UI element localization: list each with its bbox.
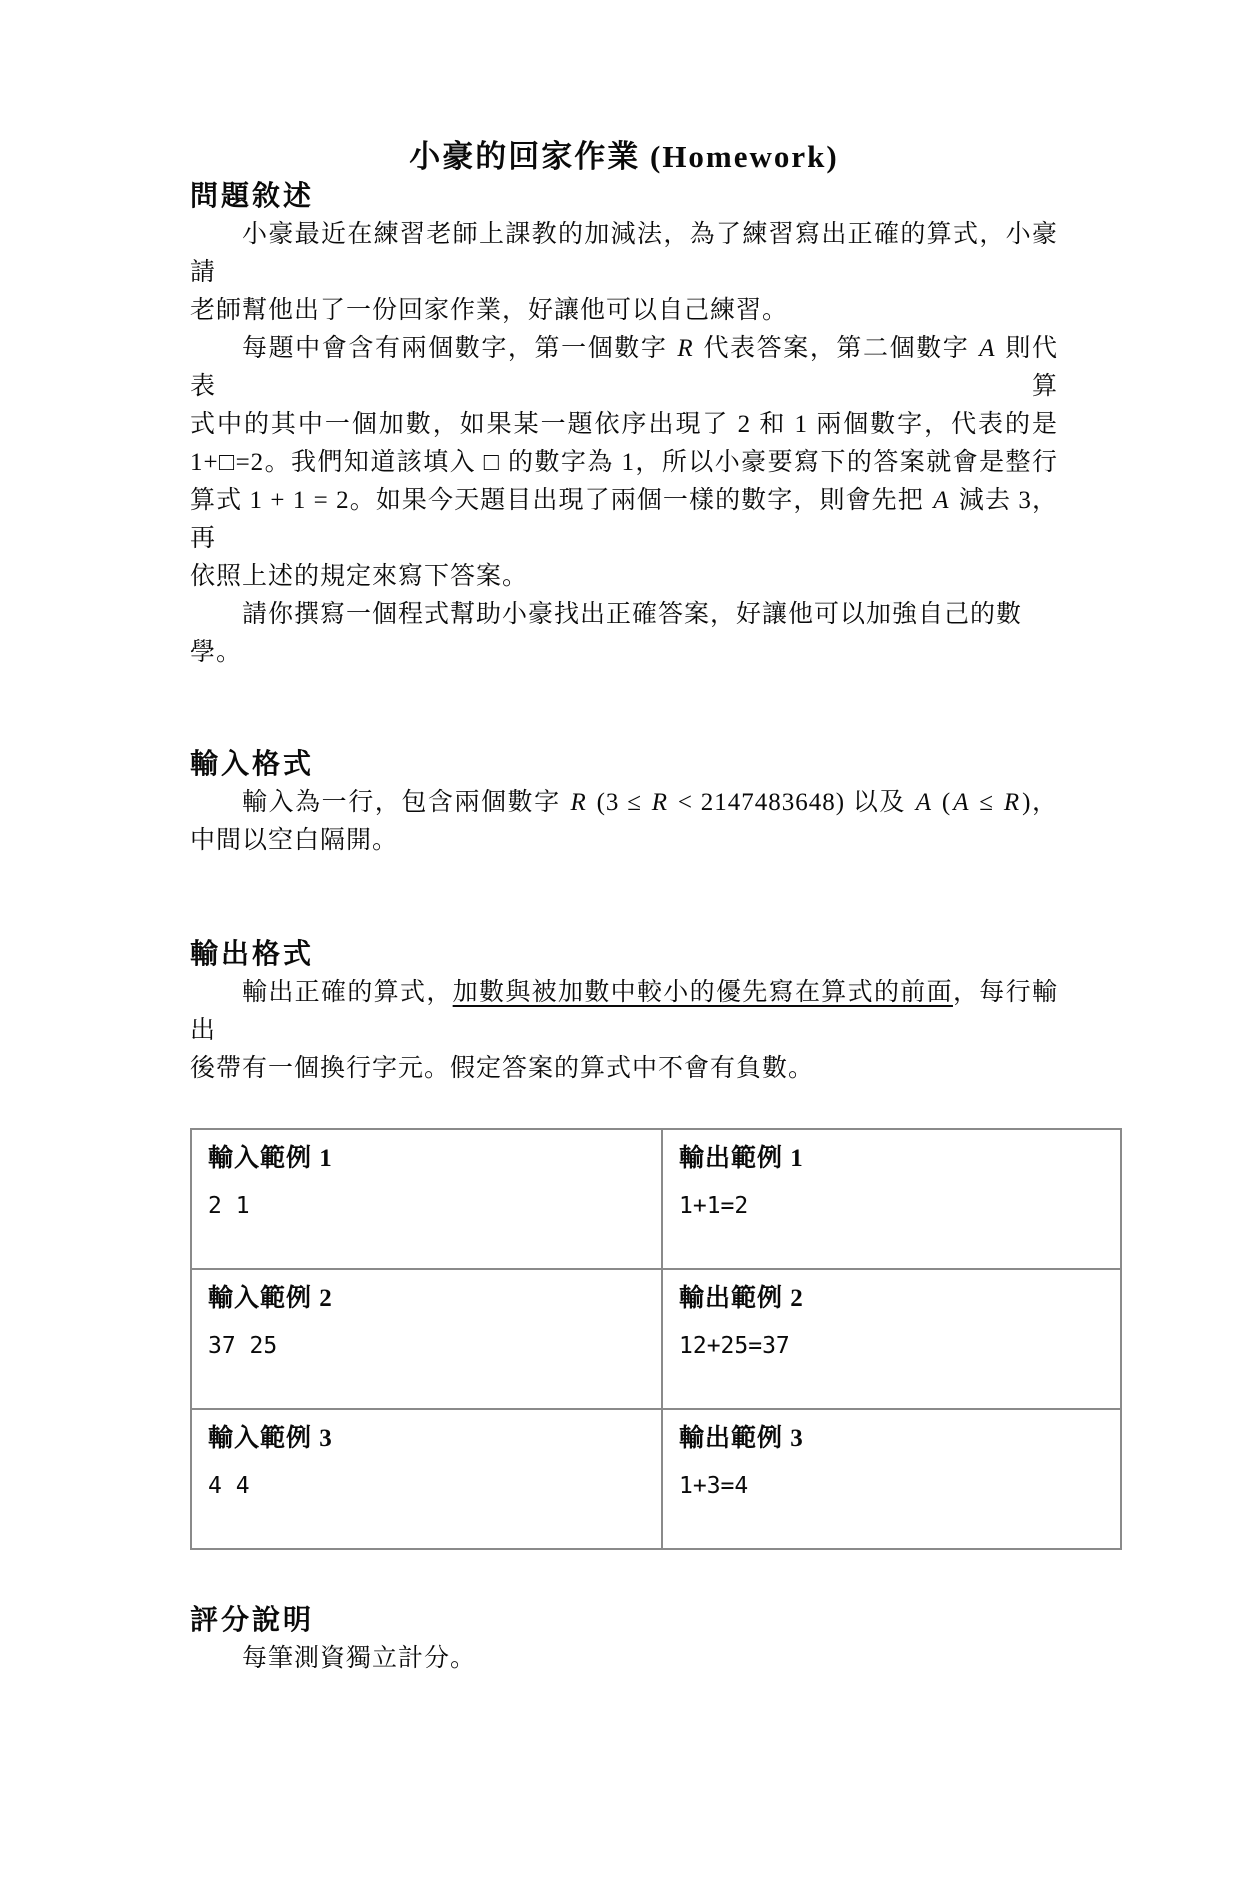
paragraph-line	[190, 1050, 1058, 1088]
text-run: 小豪最近在練習老師上課教的加減法，為了練習寫出正確的算式，小豪請	[190, 221, 1058, 286]
example-output-label: 輸出範例 2	[679, 1285, 804, 1312]
example-output-cell	[662, 1129, 1121, 1269]
example-row	[191, 1409, 1121, 1549]
paragraph-line	[190, 784, 1058, 822]
text-run: 則代表算	[190, 335, 1058, 400]
example-input-value: 2 1	[208, 1193, 250, 1219]
scoring-paragraph	[190, 1640, 1058, 1678]
page-title: 小豪的回家作業 (Homework)	[409, 139, 839, 174]
text-run: 請你撰寫一個程式幫助小豪找出正確答案，好讓他可以加強自己的數學。	[190, 601, 1023, 666]
paragraph-line	[190, 330, 1058, 406]
example-input-value: 4 4	[208, 1473, 250, 1499]
text-run: 依照上述的規定來寫下答案。	[190, 563, 529, 590]
text-run: 減去 3，再	[190, 487, 1058, 552]
text-run: ，每行輸出	[190, 979, 1058, 1044]
text-run: A	[979, 335, 996, 362]
text-run: A	[953, 789, 970, 816]
paragraph-line	[190, 974, 1058, 1050]
text-run: 輸入為一行，包含兩個數字	[242, 789, 569, 816]
paragraph-line	[190, 292, 1058, 330]
output-format-paragraph	[190, 974, 1058, 1088]
text-run: ≤	[971, 789, 1002, 816]
examples-table	[190, 1128, 1122, 1550]
section-heading-scoring: 評分說明	[190, 1605, 315, 1636]
example-output-value: 12+25=37	[679, 1333, 790, 1359]
example-output-value: 1+1=2	[679, 1193, 749, 1219]
section-heading-input-format: 輸入格式	[190, 749, 315, 780]
text-run: 加數與被加數中較小的優先寫在算式的前面	[452, 979, 953, 1006]
example-output-label: 輸出範例 3	[679, 1425, 804, 1452]
paragraph-line	[190, 1640, 1058, 1678]
example-row	[191, 1269, 1121, 1409]
text-run: < 2147483648) 以及	[670, 789, 914, 816]
section-heading-problem: 問題敘述	[190, 181, 315, 212]
example-input-value: 37 25	[208, 1333, 278, 1359]
example-row	[191, 1129, 1121, 1269]
example-output-cell	[662, 1409, 1121, 1549]
text-run: (3 ≤	[588, 789, 650, 816]
text-run: A	[933, 487, 950, 514]
problem-paragraph	[190, 596, 1058, 672]
example-input-cell	[191, 1269, 662, 1409]
example-input-label: 輸入範例 2	[208, 1285, 333, 1312]
section-heading-output-format: 輸出格式	[190, 939, 315, 970]
text-run: )，	[1022, 789, 1058, 816]
paragraph-line	[190, 822, 1058, 860]
text-run: 中間以空白隔開。	[190, 827, 399, 854]
problem-paragraph	[190, 216, 1058, 330]
text-run: 代表答案，第二個數字	[695, 335, 978, 362]
text-run: 後帶有一個換行字元。假定答案的算式中不會有負數。	[190, 1055, 815, 1082]
example-input-label: 輸入範例 3	[208, 1425, 333, 1452]
paragraph-line	[190, 596, 1058, 672]
text-run: 老師幫他出了一份回家作業，好讓他可以自己練習。	[190, 297, 789, 324]
text-run: 每筆測資獨立計分。	[242, 1645, 477, 1672]
paragraph-line	[190, 216, 1058, 292]
input-format-paragraph	[190, 784, 1058, 860]
text-run: R	[677, 335, 694, 362]
text-run: 每題中會含有兩個數字，第一個數字	[242, 335, 676, 362]
example-output-label: 輸出範例 1	[679, 1145, 804, 1172]
paragraph-line	[190, 406, 1058, 444]
text-run: R	[570, 789, 587, 816]
text-run: 輸出正確的算式，	[242, 979, 453, 1006]
paragraph-line	[190, 558, 1058, 596]
text-run: 算式 1 + 1 = 2。如果今天題目出現了兩個一樣的數字，則會先把	[190, 487, 932, 514]
text-run: (	[934, 789, 952, 816]
text-run: A	[915, 789, 933, 816]
example-input-label: 輸入範例 1	[208, 1145, 333, 1172]
paragraph-line	[190, 444, 1058, 482]
example-input-cell	[191, 1409, 662, 1549]
text-run: 1+□=2。我們知道該填入 □ 的數字為 1，所以小豪要寫下的答案就會是整行	[190, 449, 1058, 476]
text-run: R	[651, 789, 669, 816]
text-run: R	[1003, 789, 1021, 816]
example-input-cell	[191, 1129, 662, 1269]
document-page	[190, 136, 1058, 1678]
problem-paragraph	[190, 330, 1058, 596]
example-output-cell	[662, 1269, 1121, 1409]
example-output-value: 1+3=4	[679, 1473, 749, 1499]
paragraph-line	[190, 482, 1058, 558]
text-run: 式中的其中一個加數，如果某一題依序出現了 2 和 1 兩個數字，代表的是	[190, 411, 1058, 438]
